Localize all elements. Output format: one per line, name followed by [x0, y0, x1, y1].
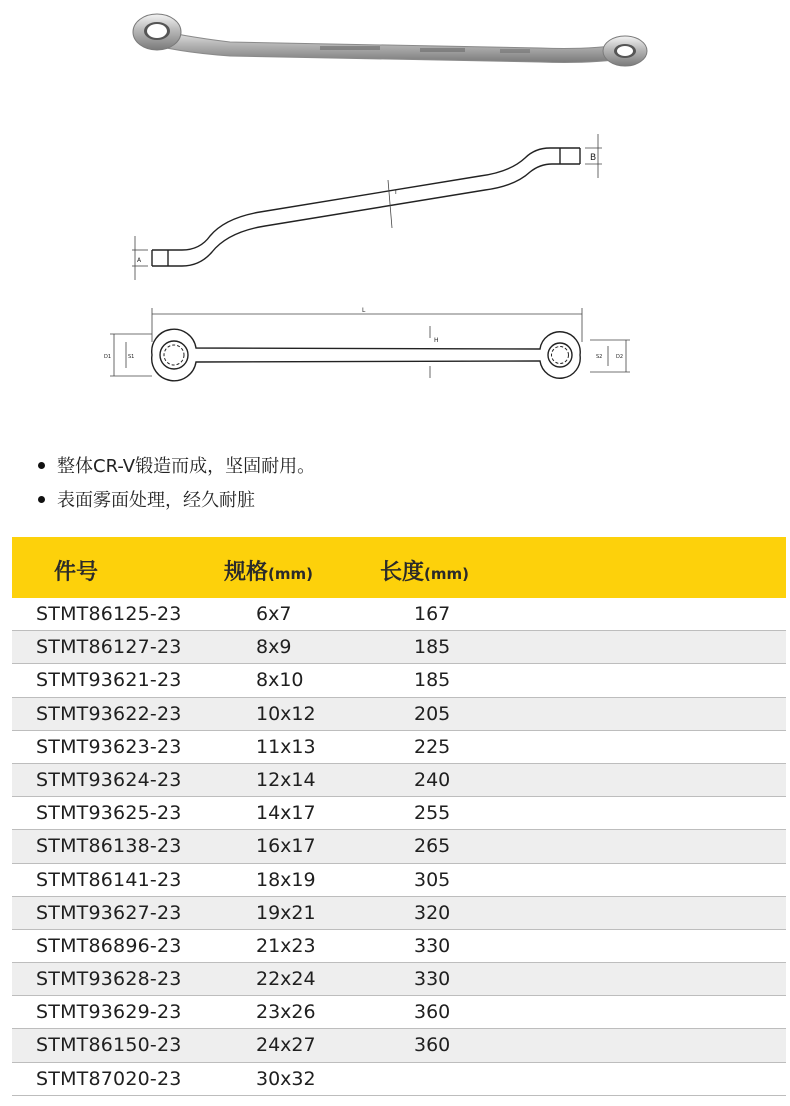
table-row	[12, 797, 786, 830]
header-part-no: 件号	[54, 560, 99, 585]
cell-spec: 24x27	[256, 1034, 316, 1057]
table-row	[12, 830, 786, 863]
cell-spec: 14x17	[256, 802, 316, 825]
cell-part-no: STMT86125-23	[36, 603, 182, 625]
table-body	[12, 598, 786, 1096]
cell-part-no: STMT86138-23	[36, 835, 182, 858]
cell-spec: 10x12	[256, 702, 316, 725]
cell-part-no: STMT87020-23	[36, 1067, 182, 1090]
feature-text: 整体CR-V锻造而成，坚固耐用。	[57, 456, 316, 477]
dim-d2-label: D2	[616, 354, 624, 360]
cell-part-no: STMT93624-23	[36, 768, 182, 791]
cell-length: 320	[414, 901, 451, 924]
cell-spec: 8x9	[256, 636, 292, 659]
cell-part-no: STMT86150-23	[36, 1034, 182, 1057]
cell-length: 185	[414, 636, 451, 659]
cell-spec: 16x17	[256, 835, 316, 858]
cell-part-no: STMT93628-23	[36, 968, 182, 991]
spec-table	[12, 537, 786, 1096]
feature-item	[38, 448, 315, 482]
cell-part-no: STMT93627-23	[36, 901, 182, 924]
cell-part-no: STMT93625-23	[36, 802, 182, 825]
cell-length: 265	[414, 835, 451, 858]
header-length	[380, 555, 469, 586]
table-row	[12, 996, 786, 1029]
cell-length: 255	[414, 802, 451, 825]
header-spec-label: 规格	[224, 560, 269, 585]
dim-b-label: B	[590, 153, 597, 163]
table-row	[12, 731, 786, 764]
cell-spec: 8x10	[256, 669, 304, 692]
cell-length: 205	[414, 702, 451, 725]
cell-spec: 19x21	[256, 901, 316, 924]
table-row	[12, 1063, 786, 1096]
cell-length: 185	[414, 669, 451, 692]
wrench-side-drawing	[120, 128, 640, 288]
wrench-top-drawing	[100, 302, 640, 402]
header-length-label: 长度	[380, 560, 425, 585]
cell-spec: 6x7	[256, 603, 292, 625]
table-row	[12, 1029, 786, 1062]
dim-h-label: H	[434, 337, 439, 344]
cell-length: 330	[414, 934, 451, 957]
feature-list	[38, 448, 315, 516]
header-spec-unit: (mm)	[268, 565, 313, 583]
cell-length: 240	[414, 768, 451, 791]
dim-s1-label: S1	[128, 354, 135, 360]
table-row	[12, 698, 786, 731]
cell-spec: 21x23	[256, 934, 316, 957]
cell-part-no: STMT93629-23	[36, 1001, 182, 1024]
cell-length: 330	[414, 968, 451, 991]
cell-part-no: STMT86896-23	[36, 934, 182, 957]
bullet-icon	[38, 496, 45, 503]
cell-part-no: STMT93621-23	[36, 669, 182, 692]
bullet-icon	[38, 462, 45, 469]
dim-a-label: A	[137, 257, 142, 264]
table-header	[12, 537, 786, 598]
cell-length: 360	[414, 1034, 451, 1057]
wrench-photo	[120, 6, 660, 86]
cell-spec: 18x19	[256, 868, 316, 891]
table-row	[12, 631, 786, 664]
cell-part-no: STMT93623-23	[36, 735, 182, 758]
table-row	[12, 664, 786, 697]
header-length-unit: (mm)	[424, 565, 469, 583]
header-spec	[224, 555, 313, 586]
feature-item	[38, 482, 315, 516]
table-row	[12, 930, 786, 963]
cell-part-no: STMT86141-23	[36, 868, 182, 891]
cell-spec: 12x14	[256, 768, 316, 791]
table-row	[12, 598, 786, 631]
cell-length: 167	[414, 603, 451, 625]
table-row	[12, 963, 786, 996]
table-row	[12, 764, 786, 797]
cell-spec: 23x26	[256, 1001, 316, 1024]
dim-s2-label: S2	[596, 354, 603, 360]
dim-d1-label: D1	[104, 354, 112, 360]
feature-text: 表面雾面处理，经久耐脏	[57, 490, 255, 511]
cell-spec: 22x24	[256, 968, 316, 991]
cell-part-no: STMT93622-23	[36, 702, 182, 725]
cell-length: 305	[414, 868, 451, 891]
cell-length: 225	[414, 735, 451, 758]
table-row	[12, 864, 786, 897]
dim-l-label: L	[362, 307, 366, 314]
table-row	[12, 897, 786, 930]
cell-spec: 11x13	[256, 735, 316, 758]
cell-part-no: STMT86127-23	[36, 636, 182, 659]
cell-length: 360	[414, 1001, 451, 1024]
cell-spec: 30x32	[256, 1067, 316, 1090]
dim-t-label: T	[394, 189, 398, 196]
